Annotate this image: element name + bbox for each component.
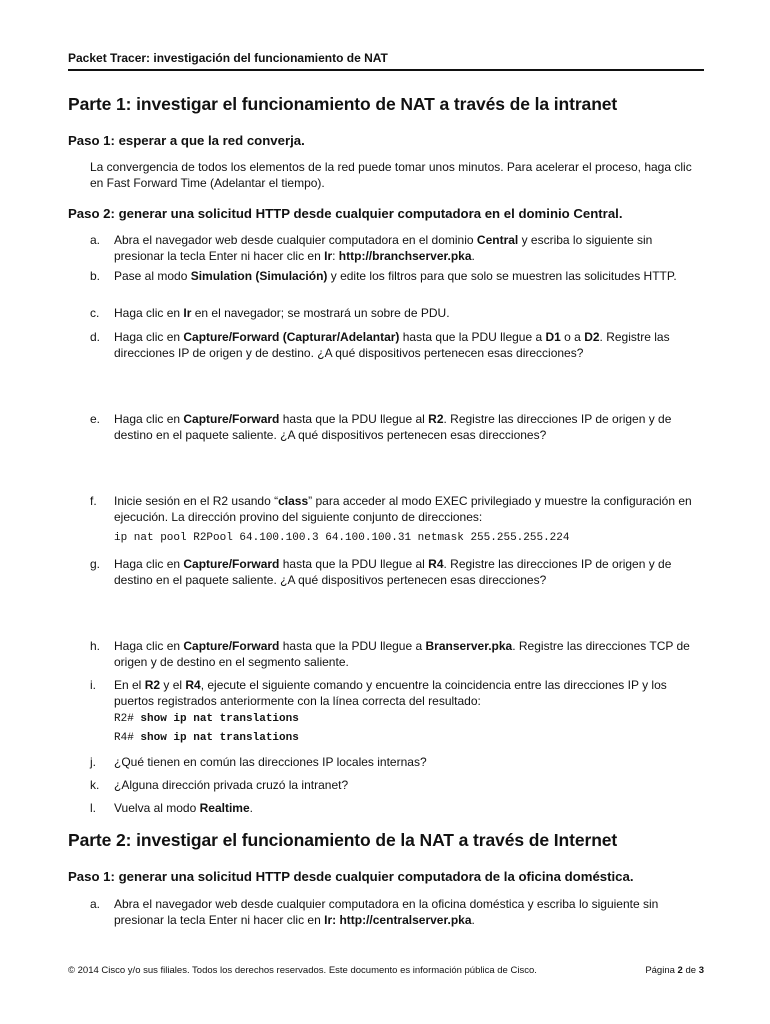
item-text: Vuelva al modo Realtime. <box>114 801 253 815</box>
item-letter: g. <box>90 557 101 571</box>
item-letter: i. <box>90 678 96 692</box>
item-text: ¿Qué tienen en común las direcciones IP locales internas? <box>114 755 427 769</box>
item-letter: c. <box>90 306 100 320</box>
part1-step1-heading: Paso 1: esperar a que la red converja. <box>68 133 305 148</box>
item-letter: h. <box>90 639 101 653</box>
item-letter: a. <box>90 897 101 911</box>
item-text: Pase al modo Simulation (Simulación) y edite los filtros para que solo se muestren las solicitudes HTTP. <box>114 269 677 283</box>
item-text: Inicie sesión en el R2 usando “class” para acceder al modo EXEC privilegiado y muestre la configuración en ejecución. La dirección provino del siguiente conjunto de direcciones: <box>114 494 692 524</box>
r4-command <box>114 732 299 744</box>
item-letter: e. <box>90 412 101 426</box>
item-letter: k. <box>90 778 100 792</box>
part1-step2-heading: Paso 2: generar una solicitud HTTP desde cualquier computadora en el dominio Central. <box>68 206 623 221</box>
item-text: Abra el navegador web desde cualquier computadora en la oficina doméstica y escriba lo siguiente sin presionar la tecla Enter ni hacer clic en Ir: http://centralserver.pka. <box>114 897 659 927</box>
r2-command-text: show ip nat translations <box>140 713 299 725</box>
item-letter: a. <box>90 233 101 247</box>
item-text: Haga clic en Capture/Forward hasta que la PDU llegue al R4. Registre las direcciones IP de origen y de destino en el paquete saliente. ¿A qué dispositivos pertenecen esas direcciones? <box>114 557 672 587</box>
item-letter: l. <box>90 801 96 815</box>
r4-prompt: R4# <box>114 732 141 744</box>
item-text: Haga clic en Capture/Forward hasta que la PDU llegue al R2. Registre las direcciones IP de origen y de destino en el paquete saliente. ¿A qué dispositivos pertenecen esas direcciones? <box>114 412 672 442</box>
item-text: ¿Alguna dirección privada cruzó la intranet? <box>114 778 349 792</box>
item-text: Abra el navegador web desde cualquier computadora en el dominio Central y escriba lo siguiente sin presionar la tecla Enter ni hacer clic en Ir: http://branchserver.pka. <box>114 233 653 263</box>
header-title: Packet Tracer: investigación del funcionamiento de NAT <box>68 51 388 65</box>
item-text: Haga clic en Capture/Forward hasta que la PDU llegue a Branserver.pka. Registre las direcciones TCP de origen y de destino en el segmento saliente. <box>114 639 690 669</box>
item-letter: j. <box>90 755 96 769</box>
item-letter: b. <box>90 269 101 283</box>
header-divider <box>68 69 704 71</box>
part1-heading: Parte 1: investigar el funcionamiento de NAT a través de la intranet <box>68 94 618 114</box>
part1-step1-text: La convergencia de todos los elementos de la red puede tomar unos minutos. Para acelerar el proceso, haga clic en Fast Forward Time (Adelantar el tiempo). <box>90 160 692 190</box>
r4-command-text: show ip nat translations <box>140 732 299 744</box>
r2-prompt: R2# <box>114 713 141 725</box>
part2-step1-heading: Paso 1: generar una solicitud HTTP desde cualquier computadora de la oficina doméstica. <box>68 869 634 884</box>
r2-command <box>114 713 299 725</box>
nat-pool-code: ip nat pool R2Pool 64.100.100.3 64.100.100.31 netmask 255.255.255.224 <box>114 532 570 544</box>
copyright-text: © 2014 Cisco y/o sus filiales. Todos los derechos reservados. Este documento es información pública de Cisco. <box>68 965 537 976</box>
item-text: Haga clic en Ir en el navegador; se mostrará un sobre de PDU. <box>114 306 450 320</box>
page-number: Página 2 de 3 <box>645 965 704 976</box>
item-letter: f. <box>90 494 97 508</box>
document-page <box>68 0 704 1024</box>
item-text: Haga clic en Capture/Forward (Capturar/Adelantar) hasta que la PDU llegue a D1 o a D2. Registre las direcciones IP de origen y de destino. ¿A qué dispositivos pertenecen esas direcciones? <box>114 330 670 360</box>
item-text: En el R2 y el R4, ejecute el siguiente comando y encuentre la coincidencia entre las direcciones IP y los puertos registrados anteriormente con la línea correcta del resultado: <box>114 678 667 708</box>
item-letter: d. <box>90 330 101 344</box>
part2-heading: Parte 2: investigar el funcionamiento de la NAT a través de Internet <box>68 830 618 850</box>
